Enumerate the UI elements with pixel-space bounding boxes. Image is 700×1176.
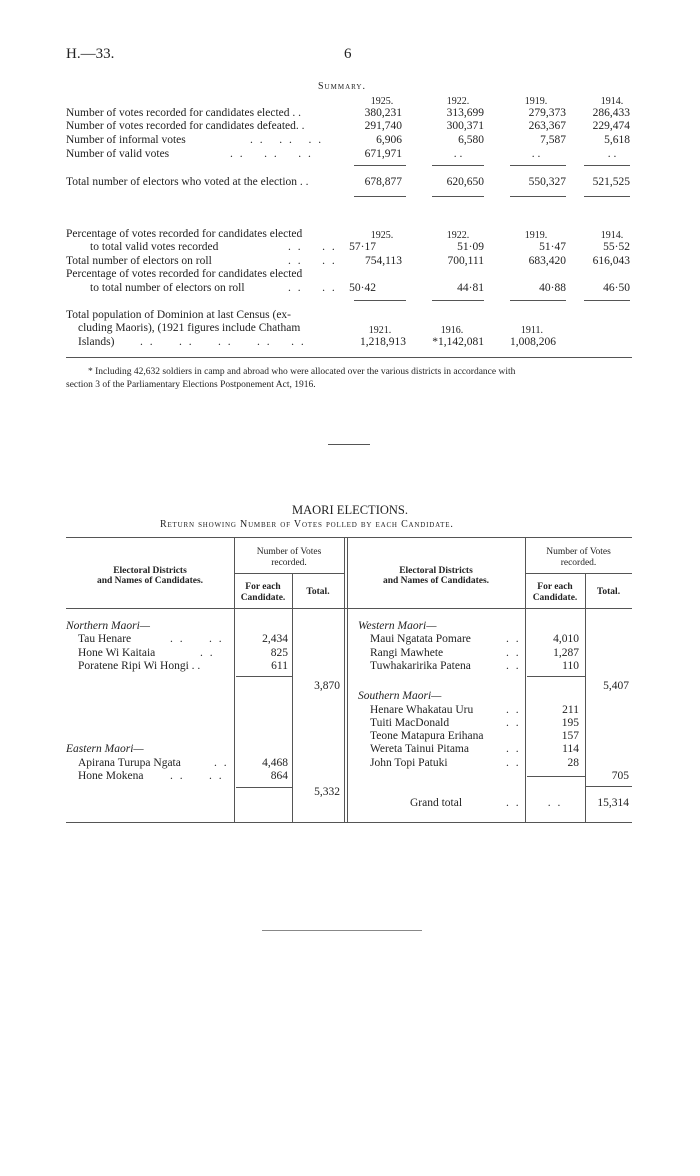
population-cell: *1,142,081	[432, 336, 484, 348]
candidate-name: Apirana Turupa Ngata	[78, 757, 181, 769]
pct-year-1925: 1925.	[370, 230, 394, 241]
column-rule	[584, 300, 630, 301]
footnote: * Including 42,632 soldiers in camp and abroad who were allocated over the various districts in accordance with	[88, 367, 516, 377]
summary-year-1919: 1919.	[524, 96, 548, 107]
population-cell: 1,218,913	[360, 336, 406, 348]
subtotal-rule	[236, 787, 292, 788]
footnote-rule	[66, 357, 632, 358]
district-southern-maori: Southern Maori—	[358, 690, 442, 702]
candidate-name: Tuiti MacDonald	[370, 717, 450, 729]
maori-elections-title: MAORI ELECTIONS.	[292, 503, 408, 517]
pct-cell: 57·17	[349, 241, 376, 253]
candidate-name: Hone Wi Kaitaia	[78, 647, 156, 659]
summary-cell: 671,971	[364, 148, 402, 160]
roll-cell: 700,111	[447, 255, 484, 267]
leader-dots: . .	[214, 757, 229, 769]
district-western-maori: Western Maori—	[358, 620, 437, 632]
pct-roll-cell: 44·81	[457, 282, 484, 294]
summary-year-1925: 1925.	[370, 96, 394, 107]
summary-cell: 229,474	[592, 120, 630, 132]
column-rule	[584, 196, 630, 197]
leader-dots: . .	[506, 743, 521, 755]
summary-year-1922: 1922.	[446, 96, 470, 107]
leader-dots: . . . .	[288, 241, 337, 253]
candidate-votes: 114	[562, 743, 579, 755]
candidate-votes: 864	[270, 770, 288, 782]
header-subrule	[234, 573, 344, 574]
candidate-name: Hone Mokena	[78, 770, 144, 782]
candidate-name: Tuwhakaririka Patena	[370, 660, 471, 672]
end-divider	[262, 930, 422, 931]
pct-year-1919: 1919.	[524, 230, 548, 241]
leader-dots: . .	[200, 647, 215, 659]
summary-cell: 5,618	[604, 134, 630, 146]
summary-cell: 300,371	[446, 120, 484, 132]
candidate-votes: 1,287	[553, 647, 579, 659]
pct-roll-cell: 40·88	[539, 282, 566, 294]
candidate-votes: 157	[561, 730, 579, 742]
column-rule	[432, 196, 484, 197]
leader-dots: . .	[506, 647, 521, 659]
candidate-name: John Topi Patuki	[370, 757, 448, 769]
candidate-votes: 2,434	[262, 633, 288, 645]
pct-roll-label-line2: to total number of electors on roll	[90, 282, 245, 294]
leader-dots: . . . . . . . . . .	[140, 336, 306, 348]
summary-cell: 6,580	[458, 134, 484, 146]
candidate-votes: 4,468	[262, 757, 288, 769]
subtotal-rule	[236, 676, 292, 677]
leader-dots: . .	[506, 704, 521, 716]
footnote-continued: section 3 of the Parliamentary Elections Postponement Act, 1916.	[66, 380, 316, 390]
grand-total-rule	[585, 786, 632, 787]
summary-cell: . .	[453, 148, 463, 160]
leader-dots: . .	[506, 633, 521, 645]
header-votes-line2: recorded.	[271, 558, 307, 568]
leader-dots: . .	[506, 717, 521, 729]
column-rule	[432, 165, 484, 166]
population-label-line1: Total population of Dominion at last Census (ex-	[66, 309, 292, 321]
table-bottom-rule	[66, 822, 632, 823]
summary-cell: 313,699	[446, 107, 484, 119]
grand-total-value: 15,314	[597, 797, 629, 809]
candidate-name: Wereta Tainui Pitama	[370, 743, 469, 755]
column-rule	[584, 165, 630, 166]
table-top-rule	[66, 537, 632, 538]
leader-dots: . .	[506, 797, 521, 809]
summary-cell: 291,740	[364, 120, 402, 132]
pct-year-1914: 1914.	[600, 230, 624, 241]
header-each-line1: For each	[245, 582, 281, 592]
summary-cell: 6,906	[376, 134, 402, 146]
header-subrule	[525, 573, 632, 574]
pct-cell: 51·47	[539, 241, 566, 253]
candidate-votes: 195	[561, 717, 579, 729]
header-votes-line2: recorded.	[560, 558, 597, 568]
header-each-line1: For each	[537, 582, 573, 592]
summary-cell: . .	[607, 148, 617, 160]
roll-cell: 683,420	[528, 255, 566, 267]
summary-cell: 286,433	[592, 107, 630, 119]
header-each-line2: Candidate.	[240, 593, 286, 603]
population-year-1921: 1921.	[368, 325, 392, 336]
column-rule	[510, 196, 566, 197]
column-rule	[354, 300, 406, 301]
district-total: 3,870	[314, 680, 340, 692]
summary-title: Summary.	[318, 81, 366, 92]
leader-dots: . . . .	[170, 770, 224, 782]
header-votes-line1: Number of Votes	[546, 547, 611, 557]
table-vrule	[525, 537, 526, 822]
header-total: Total.	[306, 587, 330, 597]
maori-elections-subtitle: Return showing Number of Votes polled by each Candidate.	[160, 519, 454, 530]
roll-cell: 754,113	[365, 255, 402, 267]
subtotal-rule	[527, 776, 585, 777]
summary-cell: 263,367	[528, 120, 566, 132]
table-vrule	[585, 573, 586, 822]
leader-dots: . . . .	[288, 255, 337, 267]
page-number: 6	[344, 46, 352, 62]
pct-roll-cell: 46·50	[603, 282, 630, 294]
leader-dots: . . . . . .	[250, 134, 324, 146]
leader-dots: . . . .	[170, 633, 224, 645]
summary-total-cell: 550,327	[528, 176, 566, 188]
candidate-name: Henare Whakatau Uru	[370, 704, 474, 716]
summary-row-label: Number of valid votes	[66, 148, 170, 160]
summary-cell: . .	[531, 148, 541, 160]
table-vrule	[344, 537, 345, 822]
header-total: Total.	[596, 587, 621, 597]
summary-total-label: Total number of electors who voted at the election . .	[66, 176, 309, 188]
candidate-votes: 825	[270, 647, 288, 659]
candidate-name: Poratene Ripi Wi Hongi . .	[78, 660, 201, 672]
pct-cell: 51·09	[457, 241, 484, 253]
grand-total-label: Grand total	[410, 797, 463, 809]
section-divider	[328, 444, 370, 445]
district-eastern-maori: Eastern Maori—	[66, 743, 144, 755]
leader-dots: . . . .	[288, 282, 337, 294]
table-vrule	[292, 573, 293, 822]
candidate-votes: 28	[567, 757, 579, 769]
header-districts-line2: and Names of Candidates.	[96, 576, 204, 586]
candidate-name: Teone Matapura Erihana	[370, 730, 484, 742]
column-rule	[432, 300, 484, 301]
district-total: 5,407	[603, 680, 629, 692]
grand-total-dots: . .	[547, 797, 563, 809]
district-total: 705	[611, 770, 629, 782]
district-northern-maori: Northern Maori—	[66, 620, 151, 632]
summary-total-cell: 678,877	[364, 176, 402, 188]
candidate-votes: 211	[562, 704, 579, 716]
column-rule	[354, 196, 406, 197]
column-rule	[510, 300, 566, 301]
roll-label: Total number of electors on roll	[66, 255, 212, 267]
summary-total-cell: 521,525	[592, 176, 630, 188]
summary-row-label: Number of votes recorded for candidates elected . .	[66, 107, 302, 119]
header-districts-line1: Electoral Districts	[113, 566, 187, 576]
pct-elected-label-line2: to total valid votes recorded	[90, 241, 219, 253]
population-label-line2: cluding Maoris), (1921 figures include Chatham	[78, 322, 301, 334]
header-each-line2: Candidate.	[532, 593, 578, 603]
summary-row-label: Number of votes recorded for candidates defeated. .	[66, 120, 305, 132]
district-total: 5,332	[314, 786, 340, 798]
pct-year-1922: 1922.	[446, 230, 470, 241]
pct-cell: 55·52	[603, 241, 630, 253]
header-districts-line1: Electoral Districts	[399, 566, 473, 576]
population-cell: 1,008,206	[510, 336, 556, 348]
pct-roll-cell: 50·42	[349, 282, 376, 294]
subtotal-rule	[527, 676, 585, 677]
summary-cell: 7,587	[540, 134, 566, 146]
summary-cell: 380,231	[364, 107, 402, 119]
header-votes-line1: Number of Votes	[256, 547, 322, 557]
summary-cell: 279,373	[528, 107, 566, 119]
roll-cell: 616,043	[592, 255, 630, 267]
population-label-line3: Islands)	[78, 336, 115, 348]
table-header-rule	[66, 608, 632, 609]
population-year-1911: 1911.	[520, 325, 544, 336]
summary-total-cell: 620,650	[446, 176, 484, 188]
population-year-1916: 1916.	[440, 325, 464, 336]
report-reference: H.—33.	[66, 46, 115, 62]
candidate-votes: 611	[271, 660, 288, 672]
column-rule	[354, 165, 406, 166]
candidate-votes: 4,010	[553, 633, 579, 645]
summary-row-label: Number of informal votes	[66, 134, 186, 146]
leader-dots: . .	[506, 660, 521, 672]
summary-year-1914: 1914.	[600, 96, 624, 107]
candidate-name: Rangi Mawhete	[370, 647, 444, 659]
leader-dots: . . . . . .	[230, 148, 313, 160]
pct-roll-label-line1: Percentage of votes recorded for candidates elected	[66, 268, 303, 280]
leader-dots: . .	[506, 757, 521, 769]
column-rule	[510, 165, 566, 166]
candidate-name: Tau Henare	[78, 633, 132, 645]
header-districts-line2: and Names of Candidates.	[382, 576, 490, 586]
candidate-votes: 110	[562, 660, 579, 672]
pct-elected-label-line1: Percentage of votes recorded for candidates elected	[66, 228, 303, 240]
candidate-name: Maui Ngatata Pomare	[370, 633, 471, 645]
